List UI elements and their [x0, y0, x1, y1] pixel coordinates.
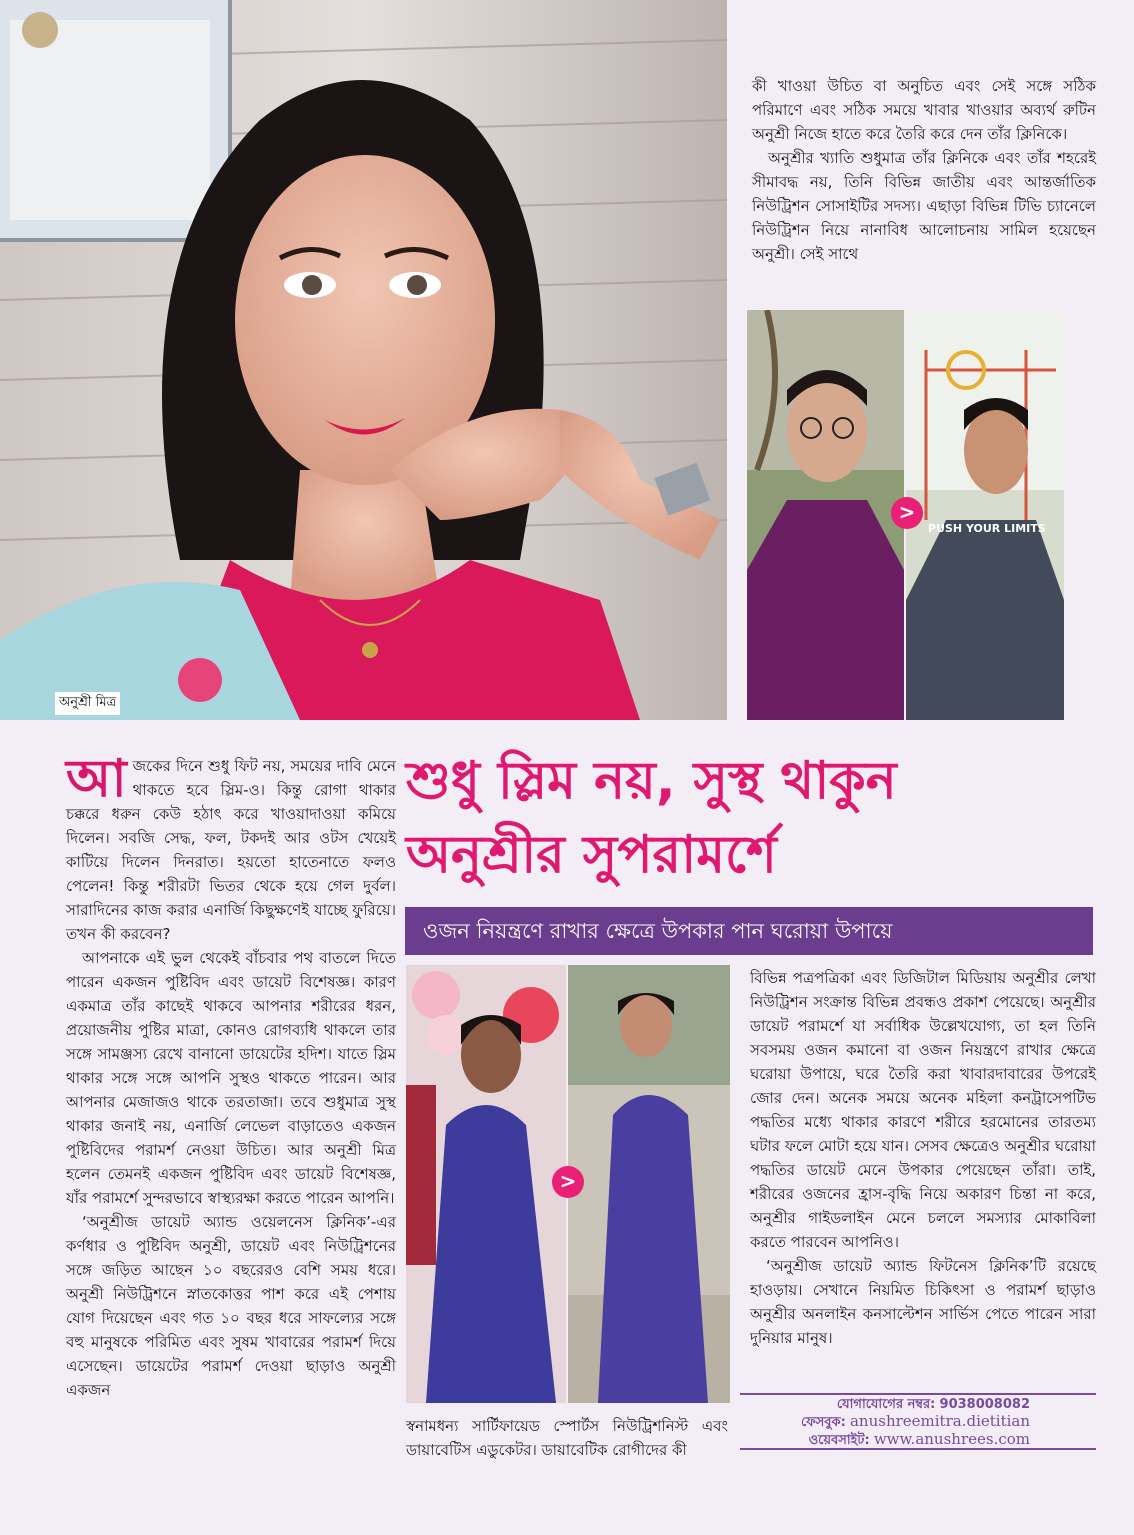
phone-label: যোগাযোগের নম্বর:	[836, 1397, 936, 1412]
contact-website-row	[740, 1431, 1030, 1449]
subheadline-bar: ওজন নিয়ন্ত্রণে রাখার ক্ষেত্রে উপকার পান ঘরোয়া উপায়ে	[405, 907, 1093, 955]
facebook-handle[interactable]: anushreemitra.dietitian	[849, 1412, 1030, 1430]
contact-block	[740, 1396, 1030, 1449]
tshirt-text: PUSH YOUR LIMITS	[928, 522, 1046, 535]
after-photo-woman	[568, 965, 730, 1403]
paragraph: বিভিন্ন পত্রপত্রিকা এবং ডিজিটাল মিডিয়ায় অনুশ্রীর লেখা নিউট্রিশন সংক্রান্ত বিভিন্ন প্রবন্ধও প্রকাশ পেয়েছে। অনুশ্রীর ডায়েট পরামর্শে যা সর্বাধিক উল্লেখযোগ্য, তা হল তিনি সবসময় ওজন কমানো বা ওজন নিয়ন্ত্রণে রাখার ক্ষেত্রে ঘরোয়া উপায়ে, ঘরে তৈরি করা খাবারদাবারের উপরেই জোর দেন। অনেক সময়ে অনেক মহিলা কনট্রাসেপটিভ পদ্ধতির মধ্যে থাকার কারণে শরীরে হরমোনের তারতম্য ঘটার ফলে মোটা হয়ে যান। সেসব ক্ষেত্রেও অনুশ্রীর ঘরোয়া পদ্ধতির ডায়েট মেনে উপকার পেয়েছেন তাঁরা। তাই, শরীরের ওজনের হ্রাস-বৃদ্ধি নিয়ে অকারণ চিন্তা না করে, অনুশ্রীর গাইডলাইন মেনে চললে সমস্যার মোকাবিলা করতে পারবেন আপনিও।	[750, 969, 1096, 1251]
paragraph: আপনাকে এই ভুল থেকেই বাঁচবার পথ বাতলে দিতে পারেন একজন পুষ্টিবিদ এবং ডায়েট বিশেষজ্ঞ। কারণ একমাত্র তাঁর কাছেই থাকবে আপনার শরীরের ধরন, প্রয়োজনীয় পুষ্টির মাত্রা, কোনও রোগব্যধি থাকলে তার সঙ্গে সামঞ্জস্য রেখে বানানো ডায়েটের হদিশ। যাতে স্লিম থাকার সঙ্গে সঙ্গে আপনি সুস্থও থাকতে পারেন। আর আপনার মেজাজও থাকে তরতাজা। তবে শুধুমাত্র সুস্থ থাকার জনাই নয়, এনার্জি লেভেল বাড়াতেও একজন পুষ্টিবিদের পরামর্শ নেওয়া উচিত। আর অনুশ্রী মিত্র হলেন তেমনই একজন পুষ্টিবিদ এবং ডায়েট বিশেষজ্ঞ, যাঁর পরামর্শে সুন্দরভাবে স্বাস্থ্যরক্ষা করতে পারেন আপনি।	[66, 949, 396, 1207]
website-label: ওয়েবসাইট:	[808, 1433, 870, 1448]
headline-line-2: অনুশ্রীর সুপরামর্শে	[406, 825, 777, 885]
paragraph: ‘অনুশ্রীজ ডায়েট অ্যান্ড ওয়েলনেস ক্লিনিক’-এর কর্ণধার ও পুষ্টিবিদ অনুশ্রী, ডায়েট এবং নিউট্রিশনের সঙ্গে জড়িত আছেন ১০ বছরেরও বেশি সময় ধরে। অনুশ্রী নিউট্রিশনে স্নাতকোত্তর পাশ করে এই পেশায় যোগ দিয়েছেন এবং গত ১০ বছর ধরে সাফল্যের সঙ্গে বহু মানুষকে পরিমিত এবং সুষম খাবারের পরামর্শ দিয়ে এসেছেন। ডায়েটের পরামর্শ দেওয়া ছাড়াও অনুশ্রী একজন	[66, 1213, 396, 1399]
headline-line-1: শুধু স্লিম নয়, সুস্থ থাকুন	[406, 751, 897, 811]
intro-text: জকের দিনে শুধু ফিট নয়, সময়ের দাবি মেনে থাকতে হবে স্লিম-ও। কিন্তু রোগা থাকার চক্করে ধরুন কেউ হঠাৎ করে খাওয়াদাওয়া কমিয়ে দিলেন। সবজি সেদ্ধ, ফল, টকদই আর ওটস খেয়েই কাটিয়ে দিলেন দিনরাত। হয়তো হাতেনাতে ফলও পেলেন! কিন্তু শরীরটা ভিতর থেকে হয়ে গেল দুর্বল। সারাদিনের কাজ করার এনার্জি কিছুক্ষণেই যাচ্ছে ফুরিয়ে। তখন কী করবেন?	[66, 757, 396, 943]
paragraph: ‘অনুশ্রীজ ডায়েট অ্যান্ড ফিটনেস ক্লিনিক’টি রয়েছে হাওড়ায়। সেখানে নিয়মিত চিকিৎসা ও পরামর্শ ছাড়াও অনুশ্রীর অনলাইন কনসাল্টেশন সার্ভিস পেতে পারেন সারা দুনিয়ার মানুষ।	[750, 1257, 1096, 1347]
photo-caption: অনুশ্রী মিত্র	[55, 692, 120, 715]
paragraph: অনুশ্রীর খ্যাতি শুধুমাত্র তাঁর ক্লিনিকে এবং তাঁর শহরেই সীমাবদ্ধ নয়, তিনি বিভিন্ন জাতীয় এবং আন্তর্জাতিক নিউট্রিশন সোসাইটির সদস্য। এছাড়া বিভিন্ন টিভি চ্যানেলে নিউট্রিশন নিয়ে নানাবিধ আলোচনায় সামিল হয়েছেন অনুশ্রী। সেই সাথে	[752, 149, 1096, 263]
right-text-column	[750, 966, 1096, 1350]
contact-divider-bottom	[740, 1448, 1096, 1450]
phone-number: 9038008082	[939, 1397, 1030, 1412]
before-photo-woman	[406, 965, 566, 1403]
main-portrait-photo	[0, 0, 727, 720]
drop-cap: আ	[66, 749, 127, 809]
before-after-arrow-icon: >	[891, 497, 923, 529]
left-text-column	[66, 749, 396, 1402]
website-link[interactable]: www.anushrees.com	[873, 1430, 1030, 1448]
contact-divider	[740, 1393, 1096, 1395]
contact-facebook-row	[740, 1413, 1030, 1431]
facebook-label: ফেসবুক:	[800, 1415, 846, 1430]
before-after-arrow-icon: >	[552, 1166, 584, 1198]
portrait-illustration	[0, 0, 727, 720]
top-right-text-column	[752, 74, 1096, 266]
middle-bottom-text: স্বনামধন্য সার্টিফায়েড স্পোর্টস নিউট্রিশনিস্ট এবং ডায়াবেটিস এডুকেটর। ডায়াবেটিক রোগীদের কী	[406, 1417, 728, 1459]
intro-paragraph	[66, 749, 396, 946]
contact-phone-row	[740, 1396, 1030, 1413]
paragraph: কী খাওয়া উচিত বা অনুচিত এবং সেই সঙ্গে সঠিক পরিমাণে এবং সঠিক সময়ে খাবার খাওয়ার অব্যর্থ রুটিন অনুশ্রী নিজে হাতে করে তৈরি করে দেন তাঁর ক্লিনিকে।	[752, 77, 1096, 143]
after-photo-man	[906, 310, 1064, 720]
before-photo-man	[747, 310, 904, 720]
